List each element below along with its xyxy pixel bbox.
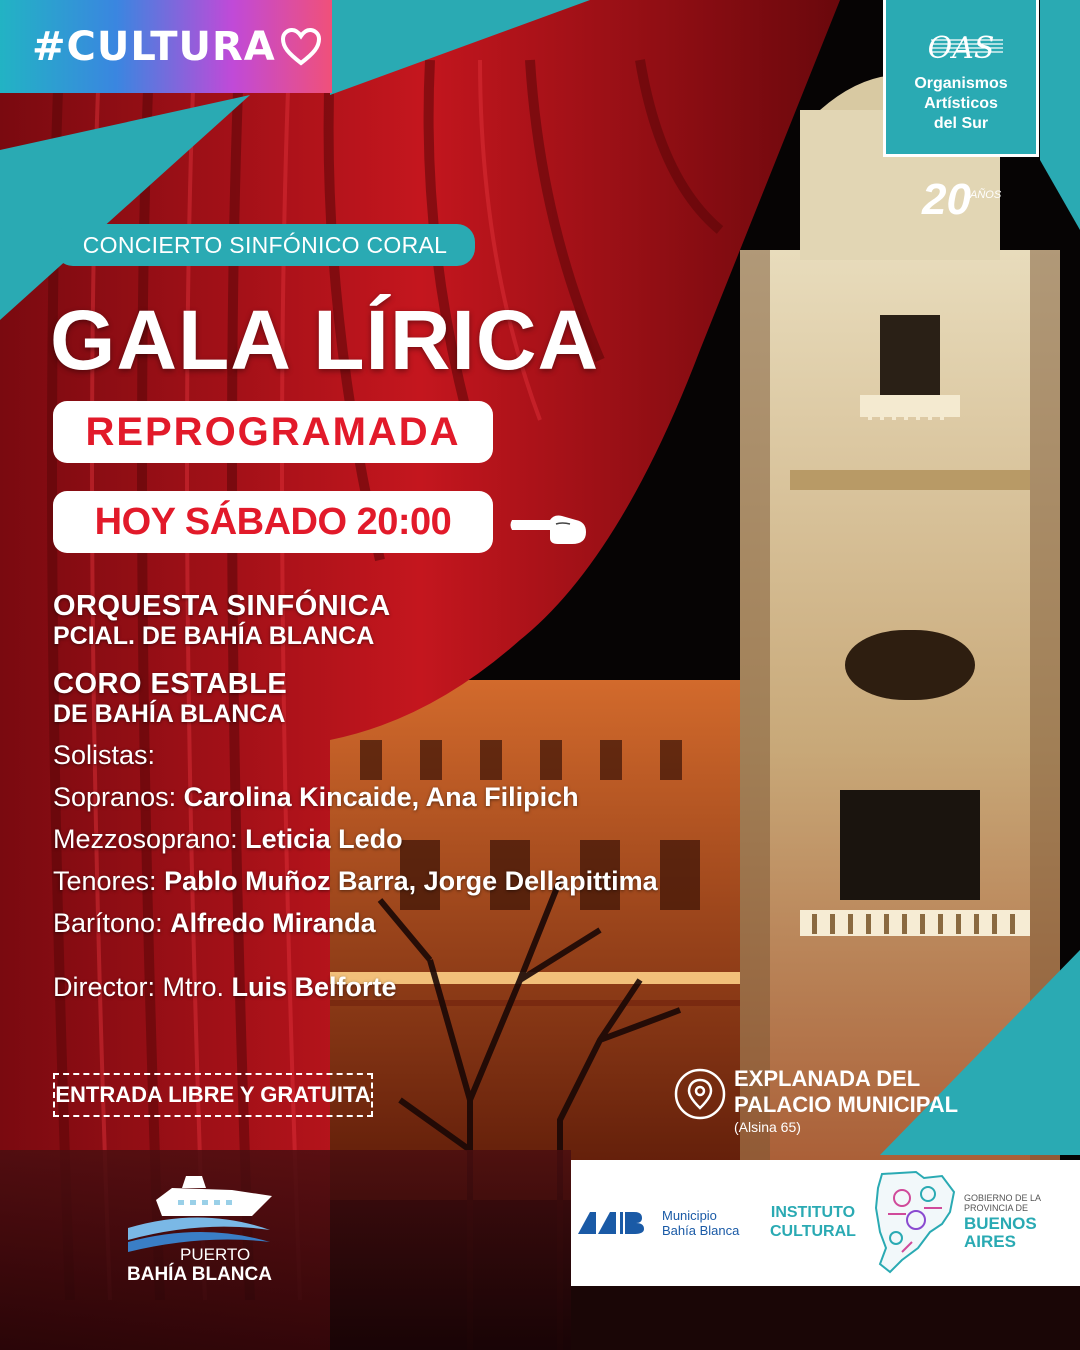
status-badge [53,401,493,463]
oas-name-line1: Organismos [914,75,1008,92]
oas-name-line3: del Sur [933,115,989,132]
hashtag-label: #CULTURA [32,23,276,70]
oas-name-line2: Artísticos [924,95,998,112]
soloist-line: Tenores: Pablo Muñoz Barra, Jorge Dellapittima [53,866,658,896]
choir-subname: DE BAHÍA BLANCA [53,700,286,728]
pointing-hand-icon [510,508,590,548]
location-address: (Alsina 65) [734,1119,801,1135]
orchestra-name: ORQUESTA SINFÓNICA [53,590,391,622]
puerto-bahia-label: BAHÍA BLANCA [127,1264,272,1285]
datetime-badge [53,491,493,553]
orchestra-subname: PCIAL. DE BAHÍA BLANCA [53,622,375,650]
location-block [734,1066,958,1136]
location-pin-icon [674,1068,726,1120]
soloist-line: Mezzosoprano: Leticia Ledo [53,824,403,854]
instituto-cultural-text: INSTITUTO CULTURAL [770,1204,856,1240]
soloist-line: Sopranos: Carolina Kincaide, Ana Filipich [53,782,579,812]
anniversary-badge [920,172,1010,222]
heart-icon [280,27,322,67]
event-title: GALA LÍRICA [50,293,600,387]
location-line2: PALACIO MUNICIPAL [734,1092,959,1117]
municipio-text: Municipio Bahía Blanca [662,1208,740,1238]
location-line1: EXPLANADA DEL [734,1066,921,1091]
anniversary-unit: AÑOS [970,189,1002,201]
municipio-logo-icon [576,1208,656,1238]
anniversary-number: 20 [922,175,971,222]
lineup-block [53,590,658,1008]
status-label: REPROGRAMADA [85,409,461,454]
hashtag-banner [0,0,332,93]
soloists-heading: Solistas: [53,740,156,770]
oas-logo-icon [911,22,1011,70]
puerto-label: PUERTO [180,1245,251,1264]
director-line: Director: Mtro. Luis Belforte [53,972,397,1002]
choir-name: CORO ESTABLE [53,668,288,700]
gobierno-text: GOBIERNO DE LA PROVINCIA DE [964,1193,1042,1213]
oas-logo-box [883,0,1039,157]
event-subtitle: CONCIERTO SINFÓNICO CORAL [82,231,448,258]
soloist-line: Barítono: Alfredo Miranda [53,908,376,938]
buenos-aires-text: BUENOS AIRES [964,1214,1037,1251]
oas-logo-text: OAS [927,31,995,66]
admission-badge [53,1073,373,1117]
datetime-label: HOY SÁBADO 20:00 [94,500,452,543]
admission-label: ENTRADA LIBRE Y GRATUITA [55,1082,371,1107]
province-map-icon [872,1168,958,1276]
event-subtitle-pill [55,224,475,266]
